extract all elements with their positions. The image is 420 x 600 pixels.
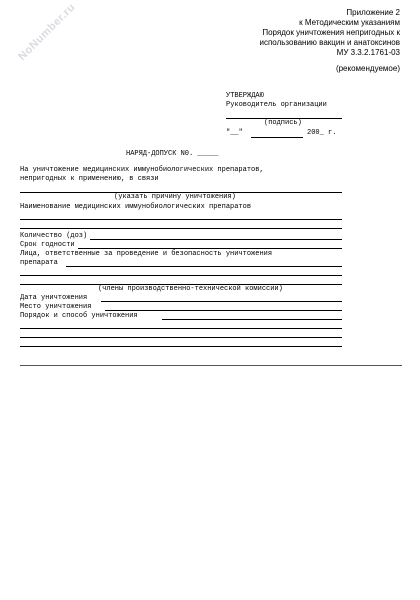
header-line-5: МУ 3.3.2.1761-03: [336, 48, 400, 57]
responsible-line: [66, 266, 342, 267]
expiry-label: Срок годности: [20, 241, 75, 249]
blank-line-4: [20, 337, 342, 338]
intro-line-2: непригодных к применению, в связи: [20, 175, 159, 183]
blank-line-5: [20, 346, 342, 347]
header-line-1: Приложение 2: [346, 8, 400, 17]
responsible-line-2: препарата: [20, 259, 58, 267]
appendix-header: [260, 8, 401, 74]
approve-title: УТВЕРЖДАЮ: [226, 92, 264, 100]
method-line: [162, 319, 342, 320]
blank-line-1: [20, 275, 342, 276]
responsible-line-1: Лица, ответственные за проведение и безопасность уничтожения: [20, 250, 273, 258]
header-line-2: к Методическим указаниям: [299, 18, 400, 27]
intro-line-1: На уничтожение медицинских иммунобиологических препаратов,: [20, 166, 264, 174]
name-line-1: [20, 219, 342, 220]
watermark: NoNumber.ru: [16, 1, 78, 63]
reason-caption: (указать причину уничтожения): [114, 193, 236, 201]
doc-title: НАРЯД-ДОПУСК N0. _____: [126, 150, 219, 158]
date-line: [101, 301, 342, 302]
expiry-line: [78, 248, 342, 249]
approve-date-month-line: [251, 137, 303, 138]
place-label: Место уничтожения: [20, 303, 92, 311]
quantity-label: Количество (доз): [20, 232, 88, 240]
date-label: Дата уничтожения: [20, 294, 88, 302]
method-label: Порядок и способ уничтожения: [20, 312, 138, 320]
name-line-2: [20, 228, 342, 229]
approve-date-year: 200_ г.: [307, 129, 337, 137]
quantity-line: [90, 239, 342, 240]
page-bottom-rule: [20, 365, 402, 366]
approve-date-day: "__": [226, 129, 243, 137]
header-line-4: использованию вакцин и анатоксинов: [259, 38, 400, 47]
header-line-3: Порядок уничтожения непригодных к: [262, 28, 400, 37]
commission-caption: (члены производственно-технической комиссии): [98, 285, 283, 293]
recommended-label: (рекомендуемое): [335, 64, 400, 73]
name-label: Наименование медицинских иммунобиологических препаратов: [20, 203, 252, 211]
place-line: [105, 310, 342, 311]
approve-role: Руководитель организации: [226, 101, 327, 109]
approve-signature-caption: (подпись): [264, 119, 302, 127]
blank-line-3: [20, 328, 342, 329]
